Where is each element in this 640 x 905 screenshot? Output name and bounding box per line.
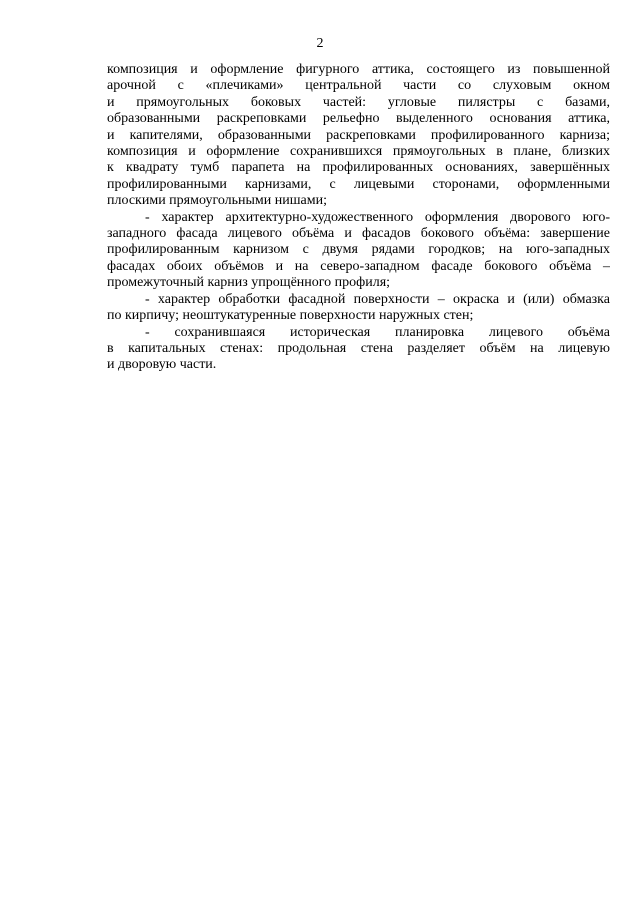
text-line: плоскими прямоугольными нишами; (107, 193, 327, 209)
document-body (107, 62, 610, 374)
paragraph (107, 62, 610, 210)
text-line: композиция и оформление сохранившихся прямоугольных в плане, близких (107, 144, 610, 160)
text-line: и прямоугольных боковых частей: угловые пилястры с базами, (107, 94, 610, 110)
text-line: в капитальных стенах: продольная стена разделяет объём на лицевую (107, 340, 610, 356)
text-line: - сохранившаяся историческая планировка лицевого объёма (145, 324, 610, 340)
text-line: образованными раскреповками рельефно выделенного основания аттика, (107, 111, 610, 127)
text-line: и капителями, образованными раскреповками профилированного карниза; (107, 127, 610, 143)
text-line: к квадрату тумб парапета на профилированных основаниях, завершённых (107, 160, 610, 176)
text-line: композиция и оформление фигурного аттика, состоящего из повышенной (107, 62, 610, 77)
page-number: 2 (316, 36, 324, 51)
text-line: и дворовую части. (107, 357, 217, 373)
text-line: профилированным карнизом с двумя рядами городков; на юго-западных (107, 242, 610, 258)
paragraph (107, 210, 610, 292)
text-line: - характер архитектурно-художественного оформления дворового юго- (145, 209, 610, 225)
text-line: арочной с «плечиками» центральной части со слуховым окном (107, 78, 610, 94)
text-line: - характер обработки фасадной поверхности – окраска и (или) обмазка (145, 291, 610, 307)
text-line: промежуточный карниз упрощённого профиля; (107, 275, 391, 291)
paragraph (107, 325, 610, 374)
paragraph (107, 292, 610, 325)
text-line: западного фасада лицевого объёма и фасадов бокового объёма: завершение (107, 226, 610, 242)
text-line: по кирпичу; неоштукатуренные поверхности наружных стен; (107, 308, 474, 324)
text-line: профилированными карнизами, с лицевыми сторонами, оформленными (107, 176, 610, 192)
text-line: фасадах обоих объёмов и на северо-западном фасаде бокового объёма – (107, 258, 610, 274)
